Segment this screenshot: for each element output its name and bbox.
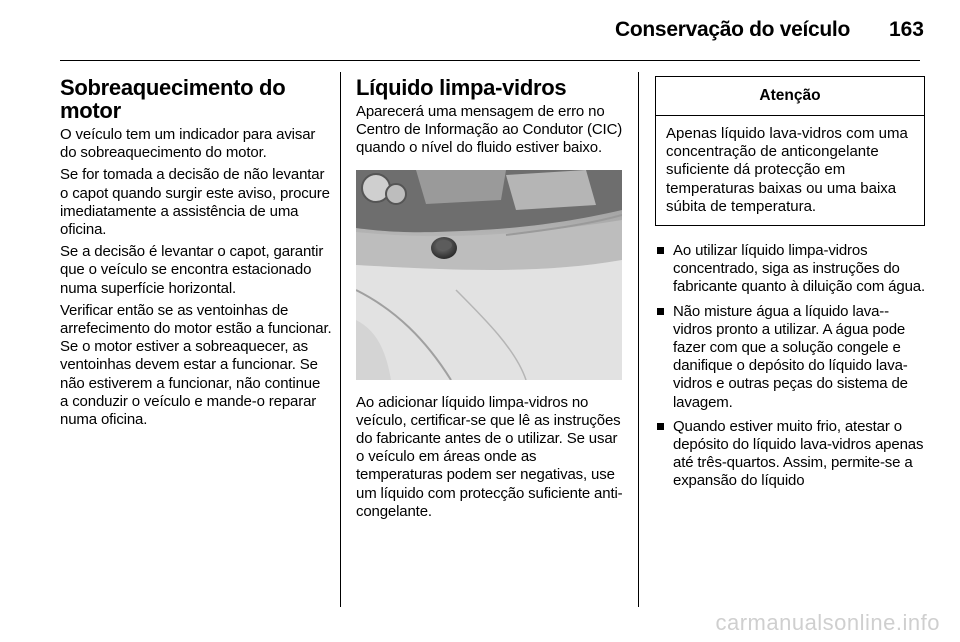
paragraph-intro: Aparecerá uma mensagem de erro no Centro de Informação ao Condutor (CIC) quando o nível do fluido estiver baixo. [356, 103, 623, 157]
section-heading-washer-fluid: Líquido limpa-vidros [356, 75, 567, 100]
list-item [655, 418, 925, 491]
bullet-list [655, 242, 925, 491]
watermark: carmanualsonline.info [715, 610, 940, 635]
column-engine-overheating [60, 76, 332, 433]
column-warning-and-tips [655, 76, 925, 497]
paragraph: O veículo tem um indicador para avisar do sobreaquecimento do motor. [60, 126, 316, 162]
square-bullet-icon [657, 247, 664, 254]
column-divider-left [340, 72, 341, 607]
paragraph: Se for tomada a decisão de não levantar o capot quando surgir este aviso, procure imediatamente a assistência de uma oficina. [60, 166, 330, 239]
section-heading-overheating: Sobreaquecimento do motor [60, 75, 286, 123]
engine-bay-photo [356, 170, 622, 380]
bullet-text: Não misture água a líquido lava--vidros pronto a utilizar. A água pode fazer com que a solução congele e danifique o depósito do líquido lava-vidros e outras peças do sistema de lavagem. [673, 302, 908, 411]
list-item [655, 303, 925, 412]
paragraph-instructions: Ao adicionar líquido limpa-vidros no veículo, certificar-se que lê as instruções do fabricante antes de o utilizar. Se usar o veículo em áreas onde as temperaturas podem ser negativas, use um líquido com protecção suficiente anti-congelante. [356, 393, 623, 520]
page-number: 163 [888, 18, 924, 41]
bullet-text: Ao utilizar líquido limpa-vidros concentrado, siga as instruções do fabricante quanto à diluição com água. [673, 242, 925, 296]
paragraph: Se a decisão é levantar o capot, garantir que o veículo se encontra estacionado numa superfície horizontal. [60, 243, 324, 297]
column-divider-right [638, 72, 639, 607]
warning-box [655, 76, 925, 226]
warning-title: Atenção [656, 77, 924, 116]
header-rule [60, 60, 920, 61]
list-item [655, 242, 925, 297]
paragraph: Verificar então se as ventoinhas de arrefecimento do motor estão a funcionar. Se o motor estiver a sobreaquecer, as ventoinhas devem estar a funcionar. Se não estiverem a funcionar, não continue a conduzir o veículo e mande-o reparar numa oficina. [60, 301, 332, 429]
header-title: Conservação do veículo [615, 18, 850, 41]
bullet-text: Quando estiver muito frio, atestar o depósito do líquido lava-vidros apenas até três-quartos. Assim, permite-se a expansão do líquido [673, 417, 924, 490]
column-washer-fluid [356, 76, 626, 525]
square-bullet-icon [657, 423, 664, 430]
square-bullet-icon [657, 308, 664, 315]
warning-text: Apenas líquido lava-vidros com uma concentração de anticongelante suficiente dá protecção em temperaturas baixas ou uma baixa súbita de temperatura. [666, 125, 908, 215]
